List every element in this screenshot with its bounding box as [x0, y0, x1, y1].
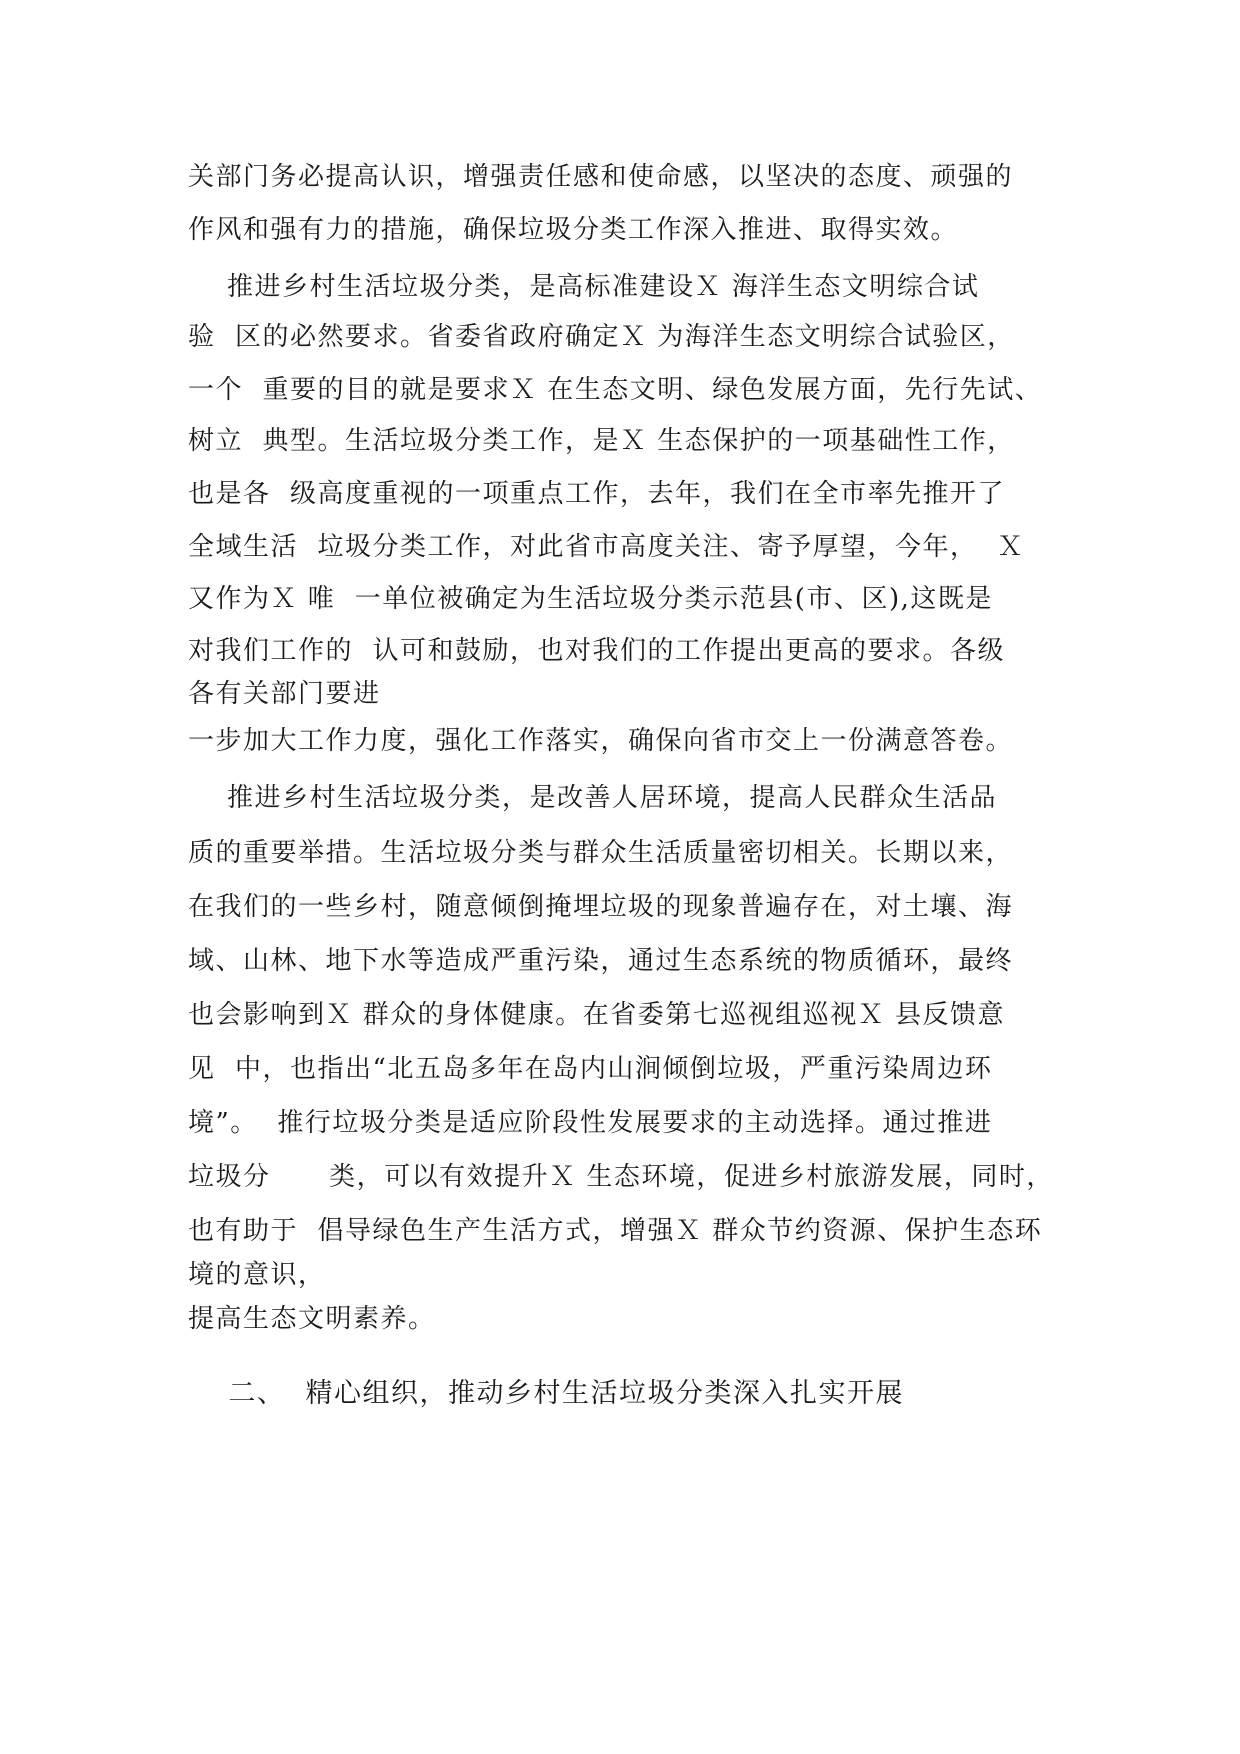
text-line: 也是各 级高度重视的一项重点工作，去年，我们在全市率先推开了 [188, 479, 1006, 509]
text-line: 在我们的一些乡村，随意倾倒掩埋垃圾的现象普遍存在，对土壤、海 [188, 892, 1014, 922]
text-line: 境”。 推行垃圾分类是适应阶段性发展要求的主动选择。通过推进 [188, 1108, 993, 1138]
text-line: 一个 重要的目的就是要求Ｘ 在生态文明、绿色发展方面，先行先试、 [188, 375, 1043, 405]
text-line: 域、山林、地下水等造成严重污染，通过生态系统的物质循环，最终 [188, 946, 1014, 976]
text-line: 全域生活 垃圾分类工作，对此省市高度关注、寄予厚望，今年， Ｘ [188, 532, 1025, 562]
text-line: 一步加大工作力度，强化工作落实，确保向省市交上一份满意答卷。 [188, 726, 1014, 756]
text-line: 验 区的必然要求。省委省政府确定Ｘ 为海洋生态文明综合试验区， [188, 322, 1015, 352]
text-line: 垃圾分 类，可以有效提升Ｘ 生态环境，促进乡村旅游发展，同时， [188, 1162, 1054, 1192]
text-line: 推进乡村生活垃圾分类，是高标准建设Ｘ 海洋生态文明综合试 [188, 272, 980, 302]
text-line: 也有助于 倡导绿色生产生活方式，增强Ｘ 群众节约资源、保护生态环 [188, 1216, 1043, 1246]
text-line: 境的意识， [188, 1260, 326, 1290]
text-line: 作风和强有力的措施，确保垃圾分类工作深入推进、取得实效。 [188, 215, 959, 245]
text-line: 又作为Ｘ 唯 一单位被确定为生活垃圾分类示范县(市、区),这既是 [188, 584, 993, 614]
text-line: 见 中，也指出“北五岛多年在岛内山涧倾倒垃圾，严重污染周边环 [188, 1054, 993, 1084]
text-line: 推进乡村生活垃圾分类，是改善人居环境，提高人民群众生活品 [188, 783, 998, 813]
section-heading: 二、 精心组织，推动乡村生活垃圾分类深入扎实开展 [188, 1378, 904, 1409]
text-line: 树立 典型。生活垃圾分类工作，是Ｘ 生态保护的一项基础性工作， [188, 426, 1015, 456]
text-line: 也会影响到Ｘ 群众的身体健康。在省委第七巡视组巡视Ｘ 县反馈意 [188, 1000, 1006, 1030]
text-line: 关部门务必提高认识，增强责任感和使命感，以坚决的态度、顽强的 [188, 162, 1014, 192]
text-line: 各有关部门要进 [188, 679, 381, 709]
text-line: 对我们工作的 认可和鼓励，也对我们的工作提出更高的要求。各级 [188, 636, 1006, 666]
text-line: 提高生态文明素养。 [188, 1304, 436, 1334]
text-line: 质的重要举措。生活垃圾分类与群众生活质量密切相关。长期以来， [188, 838, 1014, 868]
